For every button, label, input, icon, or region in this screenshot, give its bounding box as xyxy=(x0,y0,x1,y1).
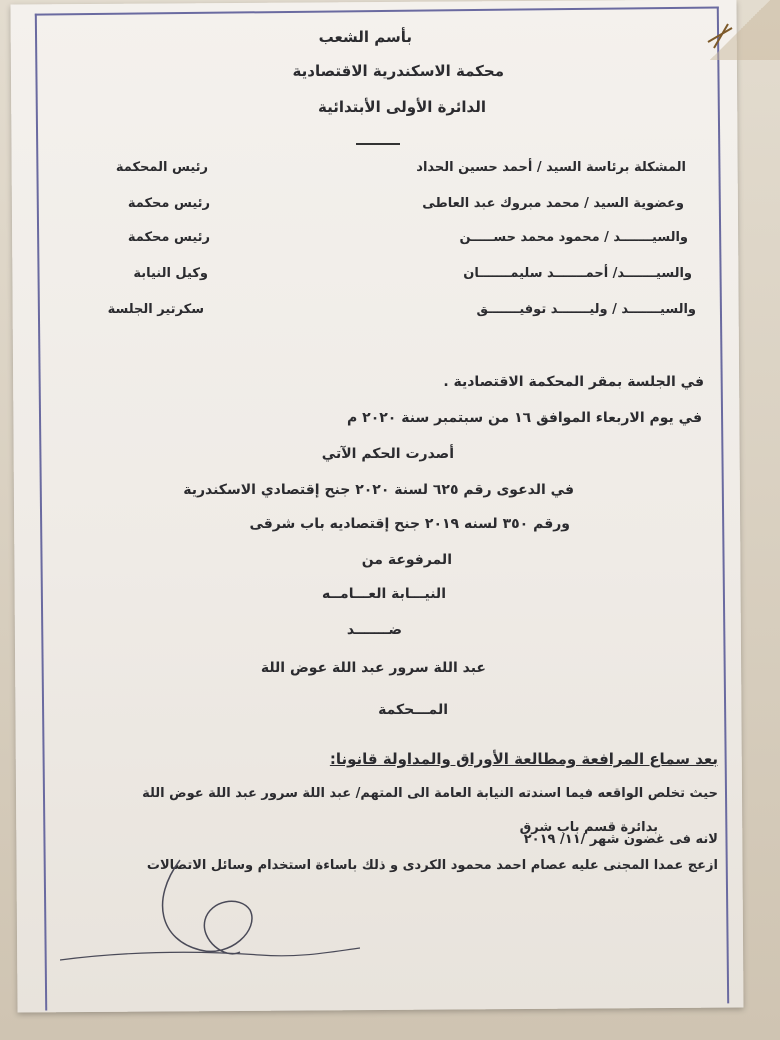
case-number-2: ورقم ٣٥٠ لسنه ٢٠١٩ جنح إقتصاديه باب شرقى xyxy=(249,516,570,532)
panel-role-3: رئيس محكمة xyxy=(127,230,210,245)
header-line-1: بأسم الشعب xyxy=(318,28,412,46)
header-divider xyxy=(356,143,400,145)
plaintiff: النيـــابة العـــامــه xyxy=(321,586,446,602)
against-label: ضـــــــد xyxy=(346,622,402,638)
panel-member-4: والسيـــــــد/ أحمـــــــد سليمـــــــان xyxy=(463,266,692,281)
circuit-name: الدائرة الأولى الأبتدائية xyxy=(317,98,486,116)
session-date: في يوم الاربعاء الموافق ١٦ من سبتمبر سنة ٢٠٢٠ م xyxy=(347,410,702,426)
panel-member-2: وعضوية السيد / محمد مبروك عبد العاطى xyxy=(422,196,684,211)
defendant-name: عبد اللة سرور عبد اللة عوض اللة xyxy=(260,660,486,676)
panel-role-1: رئيس المحكمة xyxy=(115,160,208,175)
facts-line-1: حيث تخلص الواقعه فيما اسندته النيابة العامة الى المتهم/ عبد اللة سرور عبد اللة عوض اللة xyxy=(142,786,718,801)
court-name: محكمة الاسكندرية الاقتصادية xyxy=(292,62,504,80)
panel-role-5: سكرتير الجلسة xyxy=(107,302,204,317)
panel-role-4: وكيل النيابة xyxy=(133,266,208,281)
verdict-intro: أصدرت الحكم الآتي xyxy=(321,446,454,462)
panel-member-3: والسيـــــــد / محمود محمد حســـــن xyxy=(459,230,688,245)
signature-scribble xyxy=(60,840,360,980)
filed-by-label: المرفوعة من xyxy=(361,552,452,568)
corner-pen-mark xyxy=(706,22,736,52)
court-label: المـــحكمة xyxy=(378,702,448,718)
case-number-1: في الدعوى رقم ٦٢٥ لسنة ٢٠٢٠ جنح إقتصادي الاسكندرية xyxy=(183,482,574,498)
panel-role-2: رئيس محكمة xyxy=(127,196,210,211)
facts-line-3: ازعج عمدا المجنى عليه عصام احمد محمود الكردى و ذلك باساءة استخدام وسائل الاتصالات xyxy=(146,858,718,873)
panel-member-5: والسيـــــــد / وليـــــــد توفيـــــــق xyxy=(476,302,696,317)
panel-member-1: المشكلة برئاسة السيد / أحمد حسين الحداد xyxy=(416,160,686,175)
facts-date: لانه فى غضون شهر /١١/ ٢٠١٩ xyxy=(523,832,718,847)
deliberation-heading: بعد سماع المرافعة ومطالعة الأوراق والمداولة قانونا: xyxy=(329,750,718,768)
session-location: في الجلسة بمقر المحكمة الاقتصادية . xyxy=(443,374,704,390)
facts-location: بدائرة قسم باب شرق xyxy=(519,820,658,835)
